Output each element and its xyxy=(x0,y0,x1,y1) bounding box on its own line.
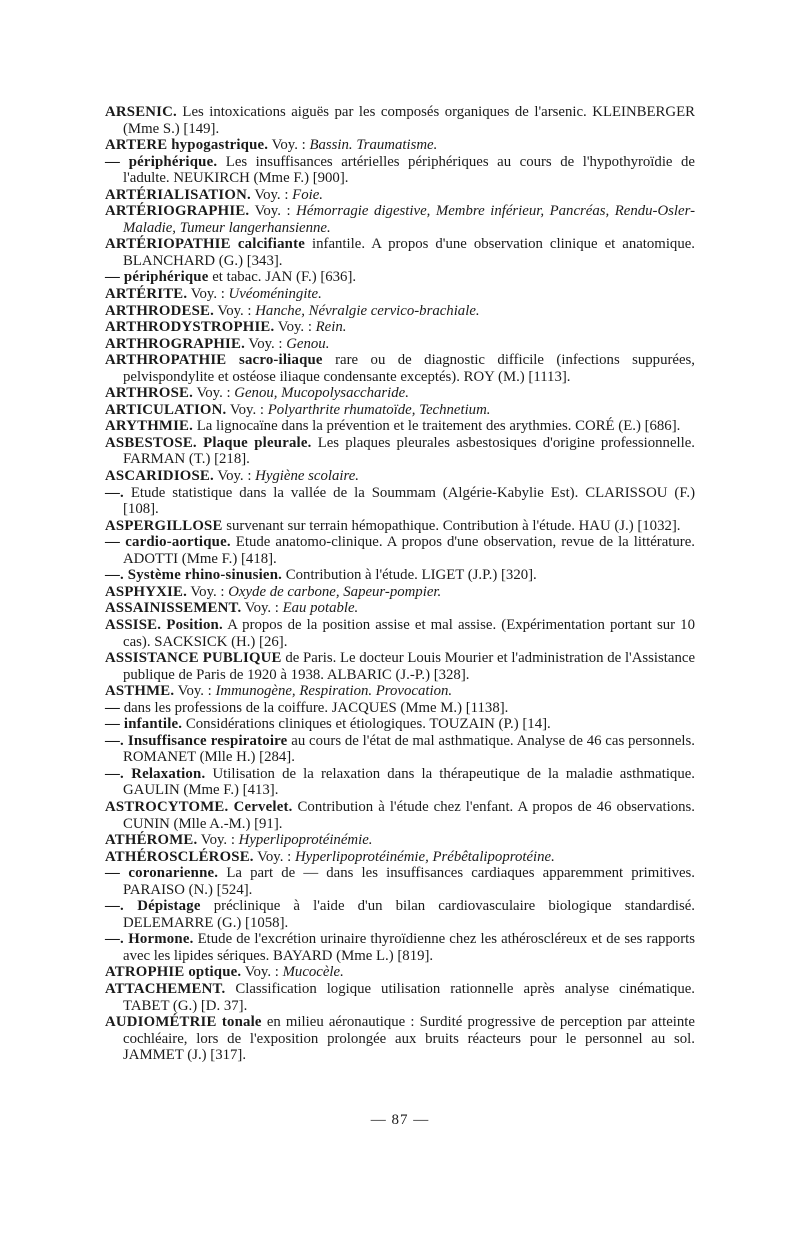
entry-crossref: Mucocèle. xyxy=(282,964,344,981)
entry-heading: —. Hormone. xyxy=(105,931,194,948)
entry-heading: —. Système rhino-sinusien. xyxy=(105,567,283,584)
entry-heading: ARTHROPATHIE sacro-iliaque xyxy=(105,352,323,369)
index-entry xyxy=(105,931,695,964)
entry-heading: ATHÉROME. xyxy=(105,832,198,849)
entry-text: Voy. : xyxy=(193,385,235,402)
index-entry xyxy=(105,733,695,766)
entry-text: dans les professions de la coiffure. JACQUES (Mme M.) [1138]. xyxy=(120,699,509,716)
index-entry xyxy=(105,352,695,385)
index-entry xyxy=(105,319,695,336)
index-entry xyxy=(105,898,695,931)
index-entry xyxy=(105,137,695,154)
entry-heading: —. Insuffisance respiratoire xyxy=(105,732,288,749)
index-entry xyxy=(105,518,695,535)
index-entry xyxy=(105,485,695,518)
entry-heading: ARTHROSE. xyxy=(105,385,194,402)
entry-text: Contribution à l'étude. LIGET (J.P.) [320]. xyxy=(282,567,537,584)
entry-text: rare ou de diagnostic difficile (infections suppurées, pelvispondylite et ostéose iliaque condensante exceptés). ROY (M.) [1113]. xyxy=(123,352,695,385)
index-entry xyxy=(105,385,695,402)
entry-text: Les plaques pleurales asbestosiques d'origine professionnelle. FARMAN (T.) [218]. xyxy=(123,434,696,468)
entry-text: La part de — dans les insuffisances cardiaques apparemment primitives. PARAISO (N.) [524]. xyxy=(123,865,695,898)
entry-text: Voy. : xyxy=(250,186,293,203)
entry-text: Voy. : xyxy=(174,683,216,700)
entry-text: Etude anatomo-clinique. A propos d'une observation, revue de la littérature. ADOTTI (Mme F.) [418]. xyxy=(123,534,695,567)
index-entry xyxy=(105,435,695,468)
entry-text: Voy. : xyxy=(197,832,239,849)
index-entry xyxy=(105,104,695,137)
entry-heading: ARTÉRITE. xyxy=(105,286,188,303)
entry-text: Voy. : xyxy=(244,335,287,352)
index-entry xyxy=(105,981,695,1014)
entry-text: survenant sur terrain hémopathique. Contribution à l'étude. HAU (J.) [1032]. xyxy=(222,517,681,534)
entry-heading: ASPHYXIE. xyxy=(105,583,187,600)
entry-heading: ARTHRODESE. xyxy=(105,302,214,319)
entry-heading: ASTHME. xyxy=(105,683,175,700)
entry-text: La lignocaïne dans la prévention et le traitement des arythmies. CORÉ (E.) [686]. xyxy=(193,418,681,435)
entry-heading: ATROPHIE optique. xyxy=(105,964,242,981)
entry-heading: — périphérique. xyxy=(105,153,218,170)
entry-text: au cours de l'état de mal asthmatique. Analyse de 46 cas personnels. ROMANET (Mlle H.) [284]. xyxy=(123,732,696,766)
entry-text: Voy. : xyxy=(226,401,268,418)
entry-crossref: Eau potable. xyxy=(282,600,359,617)
entry-text: Considérations cliniques et étiologiques. TOUZAIN (P.) [14]. xyxy=(182,716,551,733)
entry-heading: —. xyxy=(105,484,124,501)
page-number: — 87 — xyxy=(370,1112,430,1128)
entry-text: Etude statistique dans la vallée de la Soummam (Algérie-Kabylie Est). CLARISSOU (F.) [108]. xyxy=(123,484,695,518)
entry-text: Les intoxications aiguës par les composés organiques de l'arsenic. KLEINBERGER (Mme S.) [149]. xyxy=(123,104,695,137)
index-entry xyxy=(105,534,695,567)
index-entry xyxy=(105,716,695,733)
index-entry xyxy=(105,418,695,435)
entry-text: en milieu aéronautique : Surdité progressive de perception par atteinte cochléaire, lors de l'exposition prolongée aux bruits réacteurs pour le personnel au sol. JAMMET (J.) [317]. xyxy=(123,1014,695,1064)
index-entry xyxy=(105,154,695,187)
entry-heading: — périphérique xyxy=(105,269,209,286)
index-entry xyxy=(105,650,695,683)
entry-heading: ARYTHMIE. xyxy=(105,418,194,435)
entry-heading: ASSISTANCE PUBLIQUE xyxy=(105,650,282,667)
entry-text: Utilisation de la relaxation dans la thérapeutique de la maladie asthmatique. GAULIN (Mme F.) [413]. xyxy=(123,765,695,799)
entry-text: Voy. : xyxy=(213,302,256,319)
index-entry xyxy=(105,236,695,269)
entry-heading: ARTHRODYSTROPHIE. xyxy=(105,319,275,336)
entry-heading: — infantile. xyxy=(105,716,183,733)
index-entry xyxy=(105,269,695,286)
entry-text: Voy. : xyxy=(241,600,283,617)
entry-crossref: Uvéoméningite. xyxy=(228,286,322,303)
entry-heading: ASBESTOSE. Plaque pleurale. xyxy=(105,434,312,451)
entry-crossref: Hémorragie digestive, Membre inférieur, Pancréas, Rendu-Osler-Maladie, Tumeur langerhansienne. xyxy=(123,203,695,236)
index-entry xyxy=(105,600,695,617)
entry-text: Voy. : xyxy=(187,286,229,303)
entry-heading: ARTHROGRAPHIE. xyxy=(105,335,245,352)
entry-heading: ARTERE hypogastrique. xyxy=(105,137,269,154)
index-entry xyxy=(105,336,695,353)
entry-heading: ARSENIC. xyxy=(105,104,177,120)
entry-heading: — coronarienne. xyxy=(105,865,219,882)
index-column xyxy=(105,104,695,1064)
entry-text: de Paris. Le docteur Louis Mourier et l'administration de l'Assistance publique de Paris de 1920 à 1938. ALBARIC (J.-P.) [328]. xyxy=(123,650,696,683)
index-entry xyxy=(105,584,695,601)
entry-heading: ASSISE. Position. xyxy=(105,616,223,633)
entry-crossref: Polyarthrite rhumatoïde, Technetium. xyxy=(267,401,491,418)
index-entry xyxy=(105,567,695,584)
entry-text: Les insuffisances artérielles périphériques au cours de l'hypothyroïdie de l'adulte. NEUKIRCH (Mme F.) [900]. xyxy=(123,153,695,187)
entry-text: infantile. A propos d'une observation clinique et anatomique. BLANCHARD (G.) [343]. xyxy=(123,236,695,269)
entry-crossref: Hygiène scolaire. xyxy=(255,468,359,485)
entry-crossref: Foie. xyxy=(292,186,323,203)
entry-heading: ASCARIDIOSE. xyxy=(105,468,214,485)
entry-crossref: Hyperlipoprotéinémie. xyxy=(238,832,373,849)
index-entry xyxy=(105,832,695,849)
entry-heading: —. Dépistage xyxy=(105,898,201,915)
entry-heading: ARTICULATION. xyxy=(105,401,227,418)
entry-text: Voy. : xyxy=(249,203,297,220)
entry-text: Voy. : xyxy=(253,848,295,865)
entry-text: Etude de l'excrétion urinaire thyroïdienne chez les athéroscléreux et de ses rapports avec les lipides sériques. BAYARD (Mme L.) [819]. xyxy=(123,931,696,964)
index-entry xyxy=(105,683,695,700)
entry-text: Voy. : xyxy=(268,137,310,154)
entry-text: Voy. : xyxy=(186,583,229,600)
entry-heading: ASPERGILLOSE xyxy=(105,517,223,534)
entry-text: préclinique à l'aide d'un bilan cardiovasculaire biologique standardisé. DELEMARRE (G.) [1058]. xyxy=(123,898,695,931)
entry-heading: ARTÉRIOGRAPHIE. xyxy=(105,203,250,220)
index-entry xyxy=(105,865,695,898)
index-entry xyxy=(105,402,695,419)
entry-crossref: Genou. xyxy=(286,335,330,352)
index-entry xyxy=(105,468,695,485)
index-entry xyxy=(105,849,695,866)
entry-text: A propos de la position assise et mal assise. (Expérimentation portant sur 10 cas). SACKSICK (H.) [26]. xyxy=(123,616,695,650)
index-entry xyxy=(105,617,695,650)
index-entry xyxy=(105,799,695,832)
entry-heading: ASSAINISSEMENT. xyxy=(105,600,242,617)
entry-heading: AUDIOMÉTRIE tonale xyxy=(105,1014,262,1031)
index-entry xyxy=(105,303,695,320)
index-entry xyxy=(105,964,695,981)
entry-heading: ARTÉRIALISATION. xyxy=(105,186,251,203)
entry-heading: ARTÉRIOPATHIE calcifiante xyxy=(105,236,306,253)
entry-heading: ASTROCYTOME. Cervelet. xyxy=(105,798,293,815)
entry-crossref: Rein. xyxy=(315,319,347,336)
index-entry xyxy=(105,766,695,799)
entry-text: Classification logique utilisation rationnelle après analyse cinématique. TABET (G.) [D. 37]. xyxy=(123,980,695,1014)
index-entry xyxy=(105,187,695,204)
entry-crossref: Hyperlipoprotéinémie, Prébêtalipoprotéine. xyxy=(294,848,555,865)
entry-text: Voy. : xyxy=(274,319,316,336)
index-entry xyxy=(105,203,695,236)
entry-text: Voy. : xyxy=(213,468,256,485)
entry-crossref: Oxyde de carbone, Sapeur-pompier. xyxy=(228,583,442,600)
entry-heading: — cardio-aortique. xyxy=(105,534,231,551)
entry-heading: ATHÉROSCLÉROSE. xyxy=(105,848,254,865)
entry-crossref: Hanche, Névralgie cervico-brachiale. xyxy=(255,302,480,319)
index-entry xyxy=(105,700,695,717)
entry-heading: —. Relaxation. xyxy=(105,765,206,782)
entry-text: Contribution à l'étude chez l'enfant. A propos de 46 observations. CUNIN (Mlle A.-M.) [91]. xyxy=(123,798,695,832)
entry-heading: — xyxy=(105,699,120,716)
entry-crossref: Immunogène, Respiration. Provocation. xyxy=(215,683,453,700)
entry-crossref: Genou, Mucopolysaccharide. xyxy=(234,385,409,402)
entry-text: Voy. : xyxy=(241,964,283,981)
index-entry xyxy=(105,286,695,303)
entry-text: et tabac. JAN (F.) [636]. xyxy=(208,269,357,286)
entry-heading: ATTACHEMENT. xyxy=(105,980,226,997)
index-entry xyxy=(105,1014,695,1064)
entry-crossref: Bassin. Traumatisme. xyxy=(309,137,438,154)
